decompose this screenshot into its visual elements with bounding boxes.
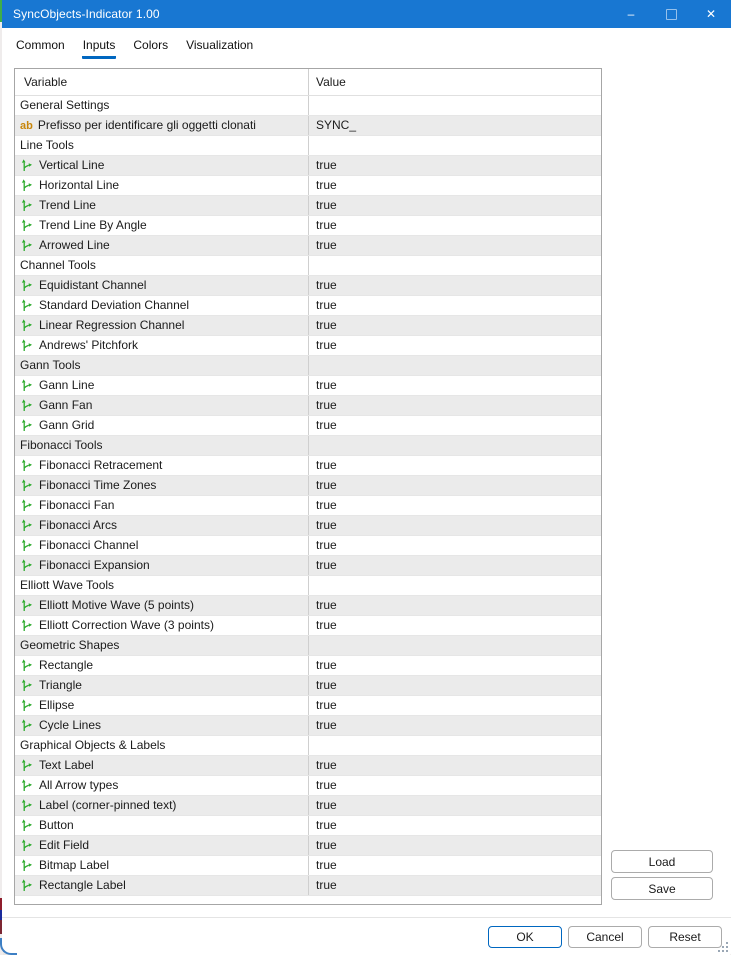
row-label: Button: [39, 818, 74, 832]
window-title: SyncObjects-Indicator 1.00: [13, 7, 160, 21]
row-value[interactable]: true: [316, 658, 337, 672]
table-row[interactable]: [15, 436, 601, 456]
input-fork-icon: [20, 799, 33, 812]
row-variable-cell: [15, 196, 309, 215]
row-value[interactable]: true: [316, 338, 337, 352]
row-value[interactable]: [309, 256, 601, 275]
tab-visualization[interactable]: Visualization: [186, 38, 254, 52]
row-value[interactable]: true: [316, 598, 337, 612]
row-variable-cell: [15, 256, 309, 275]
row-label: Fibonacci Expansion: [39, 558, 150, 572]
row-label: Cycle Lines: [39, 718, 102, 732]
input-fork-icon: [20, 779, 33, 792]
tab-bar: [15, 36, 254, 59]
row-value[interactable]: true: [316, 178, 337, 192]
row-variable-cell: [15, 756, 309, 775]
row-label: Ellipse: [39, 698, 75, 712]
resize-grip-icon[interactable]: [716, 940, 728, 952]
input-fork-icon: [20, 859, 33, 872]
reset-button[interactable]: Reset: [648, 926, 722, 948]
table-header: [15, 69, 601, 96]
table-row[interactable]: [15, 296, 601, 316]
row-variable-cell: [15, 836, 309, 855]
row-variable-cell: [15, 416, 309, 435]
row-value[interactable]: [309, 356, 601, 375]
input-fork-icon: [20, 719, 33, 732]
row-label: Gann Line: [39, 378, 95, 392]
row-label: Bitmap Label: [39, 858, 110, 872]
row-label: Fibonacci Arcs: [39, 518, 118, 532]
row-label: Trend Line By Angle: [39, 218, 147, 232]
input-fork-icon: [20, 679, 33, 692]
row-label: Label (corner-pinned text): [39, 798, 177, 812]
row-label: Channel Tools: [20, 258, 96, 272]
input-fork-icon: [20, 419, 33, 432]
row-value[interactable]: true: [316, 218, 337, 232]
row-label: Gann Grid: [39, 418, 95, 432]
row-variable-cell: [15, 516, 309, 535]
row-value[interactable]: true: [316, 538, 337, 552]
row-value[interactable]: true: [316, 498, 337, 512]
table-row[interactable]: [15, 716, 601, 736]
row-label: Graphical Objects & Labels: [20, 738, 166, 752]
row-variable-cell: [15, 616, 309, 635]
input-fork-icon: [20, 839, 33, 852]
input-fork-icon: [20, 399, 33, 412]
row-label: Geometric Shapes: [20, 638, 120, 652]
row-variable-cell: [15, 476, 309, 495]
row-label: Triangle: [39, 678, 82, 692]
row-value[interactable]: true: [316, 878, 337, 892]
table-row[interactable]: [15, 376, 601, 396]
row-value[interactable]: true: [316, 618, 337, 632]
table-row[interactable]: [15, 736, 601, 756]
maximize-icon: [666, 9, 677, 20]
row-label: Gann Fan: [39, 398, 93, 412]
row-label: Fibonacci Time Zones: [39, 478, 157, 492]
row-value[interactable]: true: [316, 518, 337, 532]
row-value[interactable]: true: [316, 678, 337, 692]
column-header-value: Value: [316, 75, 346, 89]
row-value[interactable]: true: [316, 818, 337, 832]
table-row[interactable]: [15, 256, 601, 276]
inputs-table: [14, 68, 602, 905]
row-variable-cell: [15, 856, 309, 875]
row-label: Rectangle: [39, 658, 94, 672]
input-fork-icon: [20, 619, 33, 632]
input-fork-icon: [20, 559, 33, 572]
cancel-button[interactable]: Cancel: [568, 926, 642, 948]
input-fork-icon: [20, 819, 33, 832]
row-value[interactable]: [309, 576, 601, 595]
row-value[interactable]: true: [316, 838, 337, 852]
row-value[interactable]: true: [316, 378, 337, 392]
row-variable-cell: [15, 696, 309, 715]
row-label: Gann Tools: [20, 358, 81, 372]
row-value[interactable]: true: [316, 198, 337, 212]
input-fork-icon: [20, 339, 33, 352]
row-value[interactable]: true: [316, 298, 337, 312]
row-variable-cell: [15, 596, 309, 615]
row-label: Rectangle Label: [39, 878, 126, 892]
row-label: Equidistant Channel: [39, 278, 147, 292]
table-row[interactable]: [15, 236, 601, 256]
row-variable-cell: [15, 496, 309, 515]
indicator-properties-dialog: [2, 0, 731, 955]
input-fork-icon: [20, 539, 33, 552]
row-label: Fibonacci Tools: [20, 438, 103, 452]
table-row[interactable]: [15, 696, 601, 716]
row-label: Fibonacci Fan: [39, 498, 115, 512]
tab-common[interactable]: Common: [16, 38, 65, 52]
row-value[interactable]: [309, 736, 601, 755]
row-value[interactable]: [309, 96, 601, 115]
table-row[interactable]: [15, 336, 601, 356]
table-row[interactable]: [15, 776, 601, 796]
table-row[interactable]: [15, 396, 601, 416]
input-fork-icon: [20, 459, 33, 472]
table-row[interactable]: [15, 136, 601, 156]
row-variable-cell: [15, 216, 309, 235]
row-variable-cell: [15, 376, 309, 395]
table-row[interactable]: [15, 456, 601, 476]
row-label: Trend Line: [39, 198, 96, 212]
row-value[interactable]: [309, 136, 601, 155]
row-variable-cell: [15, 456, 309, 475]
column-header-variable: Variable: [15, 69, 309, 95]
row-label: Horizontal Line: [39, 178, 120, 192]
row-label: Elliott Correction Wave (3 points): [39, 618, 214, 632]
row-variable-cell: [15, 716, 309, 735]
row-label: Text Label: [39, 758, 94, 772]
row-variable-cell: [15, 576, 309, 595]
title-bar: [2, 0, 731, 28]
maximize-button: [651, 0, 691, 28]
table-row[interactable]: [15, 636, 601, 656]
row-variable-cell: [15, 396, 309, 415]
row-variable-cell: [15, 656, 309, 675]
footer-separator: [2, 917, 731, 918]
input-fork-icon: [20, 319, 33, 332]
row-value[interactable]: [309, 436, 601, 455]
window-controls: [611, 0, 731, 28]
row-value[interactable]: [309, 636, 601, 655]
table-row[interactable]: [15, 856, 601, 876]
table-row[interactable]: [15, 836, 601, 856]
row-variable-cell: [15, 556, 309, 575]
row-variable-cell: [15, 236, 309, 255]
row-variable-cell: [15, 796, 309, 815]
minimize-icon: –: [627, 7, 635, 21]
row-variable-cell: [15, 436, 309, 455]
row-variable-cell: [15, 296, 309, 315]
row-variable-cell: [15, 536, 309, 555]
row-value[interactable]: true: [316, 718, 337, 732]
table-row[interactable]: [15, 656, 601, 676]
row-value[interactable]: true: [316, 698, 337, 712]
row-variable-cell: [15, 876, 309, 895]
row-value[interactable]: true: [316, 398, 337, 412]
row-variable-cell: [15, 276, 309, 295]
table-row[interactable]: [15, 156, 601, 176]
table-row[interactable]: [15, 356, 601, 376]
row-label: Line Tools: [20, 138, 74, 152]
close-button[interactable]: [691, 0, 731, 28]
table-row[interactable]: [15, 676, 601, 696]
table-row[interactable]: [15, 556, 601, 576]
table-row[interactable]: [15, 476, 601, 496]
row-value[interactable]: true: [316, 798, 337, 812]
input-fork-icon: [20, 599, 33, 612]
table-row[interactable]: [15, 596, 601, 616]
input-fork-icon: [20, 239, 33, 252]
row-label: Vertical Line: [39, 158, 105, 172]
input-fork-icon: [20, 279, 33, 292]
input-fork-icon: [20, 199, 33, 212]
row-label: Elliott Motive Wave (5 points): [39, 598, 194, 612]
row-label: All Arrow types: [39, 778, 119, 792]
row-variable-cell: [15, 816, 309, 835]
close-icon: ✕: [705, 7, 717, 21]
input-fork-icon: [20, 219, 33, 232]
table-row[interactable]: [15, 416, 601, 436]
row-variable-cell: [15, 176, 309, 195]
table-row[interactable]: [15, 576, 601, 596]
input-fork-icon: [20, 479, 33, 492]
tab-colors[interactable]: Colors: [133, 38, 169, 52]
input-fork-icon: [20, 659, 33, 672]
row-value[interactable]: true: [316, 158, 337, 172]
row-variable-cell: [15, 636, 309, 655]
row-variable-cell: [15, 736, 309, 755]
row-variable-cell: [15, 336, 309, 355]
string-input-icon: ab: [20, 119, 33, 132]
table-row[interactable]: [15, 96, 601, 116]
input-fork-icon: [20, 879, 33, 892]
table-row[interactable]: [15, 216, 601, 236]
row-variable-cell: [15, 356, 309, 375]
row-value[interactable]: true: [316, 778, 337, 792]
minimize-button[interactable]: [611, 0, 651, 28]
save-button[interactable]: Save: [611, 877, 713, 900]
row-variable-cell: [15, 116, 309, 135]
row-label: Fibonacci Channel: [39, 538, 139, 552]
ok-button[interactable]: OK: [488, 926, 562, 948]
row-value[interactable]: true: [316, 458, 337, 472]
table-row[interactable]: [15, 276, 601, 296]
row-label: Fibonacci Retracement: [39, 458, 163, 472]
input-fork-icon: [20, 159, 33, 172]
row-value[interactable]: true: [316, 318, 337, 332]
row-label: Arrowed Line: [39, 238, 110, 252]
load-button[interactable]: Load: [611, 850, 713, 873]
row-variable-cell: [15, 316, 309, 335]
row-variable-cell: [15, 156, 309, 175]
row-variable-cell: [15, 776, 309, 795]
row-label: Edit Field: [39, 838, 90, 852]
row-label: Standard Deviation Channel: [39, 298, 190, 312]
row-label: Linear Regression Channel: [39, 318, 185, 332]
row-value[interactable]: true: [316, 858, 337, 872]
row-label: Prefisso per identificare gli oggetti clonati: [37, 118, 256, 132]
table-row[interactable]: [15, 316, 601, 336]
table-row[interactable]: [15, 116, 601, 136]
table-row[interactable]: [15, 816, 601, 836]
table-row[interactable]: [15, 536, 601, 556]
table-row[interactable]: [15, 876, 601, 896]
row-label: General Settings: [20, 98, 110, 112]
row-variable-cell: [15, 96, 309, 115]
row-variable-cell: [15, 136, 309, 155]
row-value[interactable]: true: [316, 278, 337, 292]
row-value[interactable]: true: [316, 558, 337, 572]
row-value[interactable]: true: [316, 238, 337, 252]
table-row[interactable]: [15, 616, 601, 636]
input-fork-icon: [20, 499, 33, 512]
row-value[interactable]: true: [316, 758, 337, 772]
row-label: Andrews' Pitchfork: [39, 338, 138, 352]
table-row[interactable]: [15, 516, 601, 536]
row-value[interactable]: true: [316, 418, 337, 432]
row-value[interactable]: SYNC_: [316, 118, 357, 132]
input-fork-icon: [20, 759, 33, 772]
input-fork-icon: [20, 699, 33, 712]
input-fork-icon: [20, 379, 33, 392]
input-fork-icon: [20, 179, 33, 192]
row-value[interactable]: true: [316, 478, 337, 492]
table-row[interactable]: [15, 496, 601, 516]
row-variable-cell: [15, 676, 309, 695]
row-label: Elliott Wave Tools: [20, 578, 115, 592]
table-row[interactable]: [15, 176, 601, 196]
table-row[interactable]: [15, 196, 601, 216]
tab-inputs[interactable]: Inputs: [82, 36, 117, 59]
input-fork-icon: [20, 299, 33, 312]
table-row[interactable]: [15, 756, 601, 776]
table-row[interactable]: [15, 796, 601, 816]
input-fork-icon: [20, 519, 33, 532]
